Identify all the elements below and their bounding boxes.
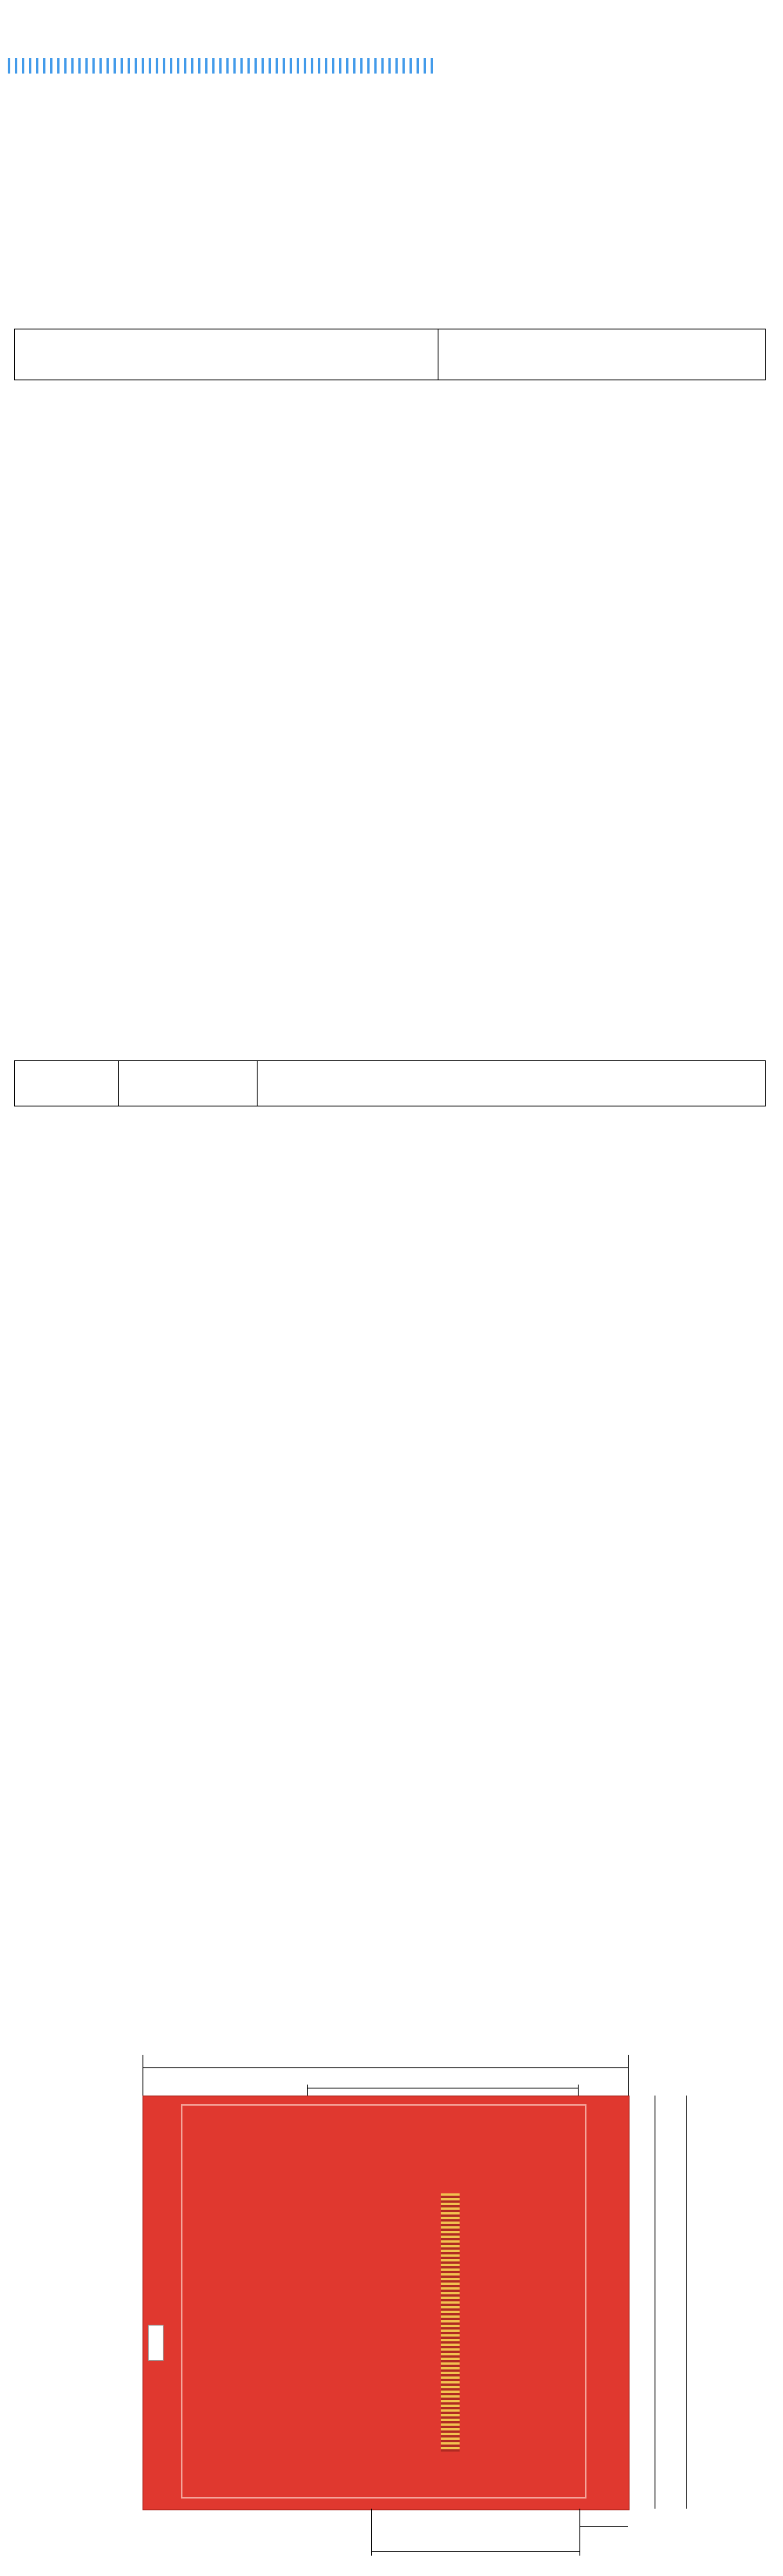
params-header-row [15, 329, 766, 380]
pins-col-label [119, 1061, 258, 1106]
params-col-name [15, 329, 438, 380]
dim-line [579, 2509, 580, 2556]
pins-table [14, 1060, 766, 1106]
dim-line [371, 2551, 579, 2552]
dim-line [371, 2509, 372, 2556]
pins-header-row [15, 1061, 766, 1106]
params-col-parameter [438, 329, 766, 380]
dim-line [686, 2096, 687, 2509]
pins-col-description [258, 1061, 766, 1106]
planar-structure [0, 2064, 783, 2576]
pcb-board [143, 2096, 630, 2510]
title-underline [8, 58, 435, 74]
params-table [14, 329, 766, 380]
dim-line [143, 2067, 628, 2068]
lcd-screen-outline [181, 2104, 586, 2499]
dim-line [307, 2088, 578, 2089]
dim-line [579, 2526, 628, 2527]
flex-connector [441, 2193, 460, 2452]
dim-line [628, 2055, 629, 2096]
switch-component [148, 2325, 164, 2361]
pins-col-number [15, 1061, 119, 1106]
